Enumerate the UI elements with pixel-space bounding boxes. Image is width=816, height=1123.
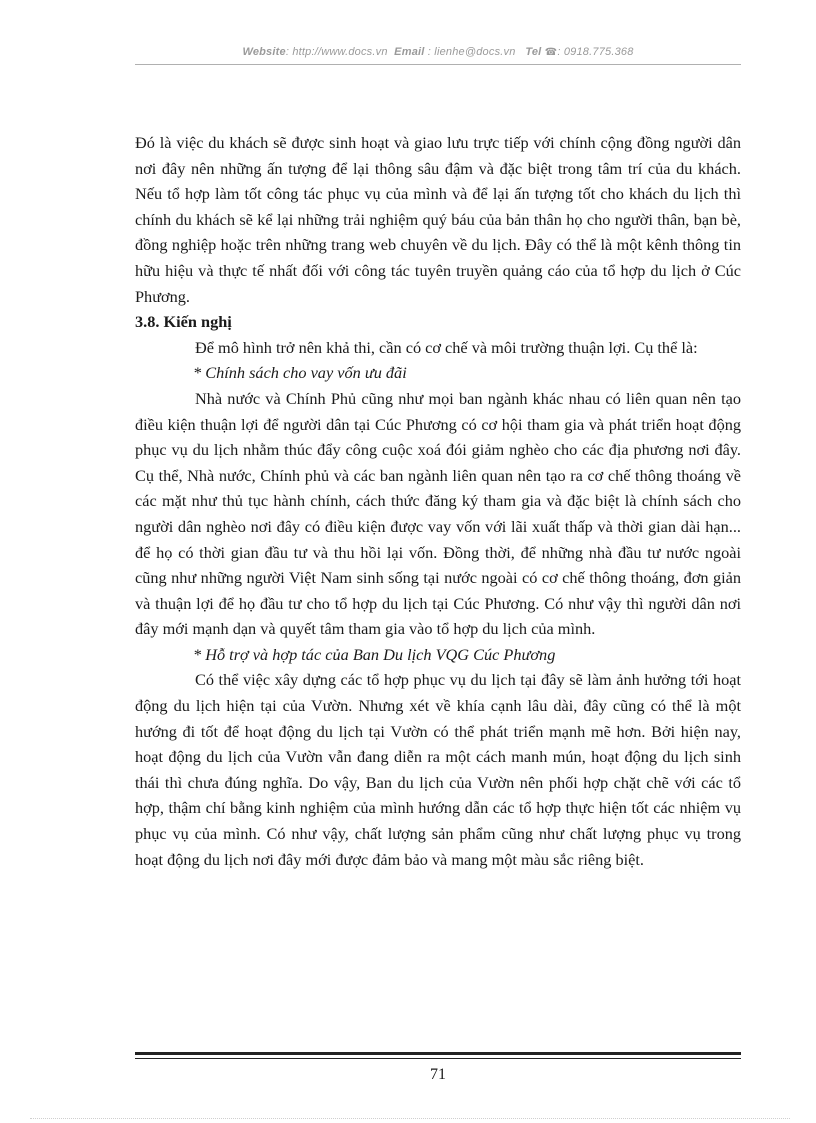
email-label: Email xyxy=(394,46,425,58)
footer-divider-thin xyxy=(135,1058,741,1059)
paragraph-1: Đó là việc du khách sẽ được sinh hoạt và giao lưu trực tiếp với chính cộng đồng người dân nơi đây nên những ấn tượng để lại thông sâu đậm và đặc biệt trong tâm trí của du khách. Nếu tổ hợp làm tốt công tác phục vụ của mình và để lại ấn tượng tốt cho khách du lịch thì chính du khách sẽ kể lại những trải nghiệm quý báu của bản thân họ cho người thân, bạn bè, đồng nghiệp hoặc trên những trang web chuyên về du lịch. Đây có thể là một kênh thông tin hữu hiệu và thực tế nhất đối với công tác tuyên truyền quảng cáo của tổ hợp du lịch ở Cúc Phương. xyxy=(135,133,741,306)
subheading-loan-policy: * Chính sách cho vay vốn ưu đãi xyxy=(193,363,407,383)
paragraph-4: Có thể việc xây dựng các tổ hợp phục vụ du lịch tại đây sẽ làm ảnh hưởng tới hoạt động du lịch hiện tại của Vườn. Nhưng xét về khía cạnh lâu dài, đây cũng có thể là một hướng đi tốt để hoạt động du lịch tại Vườn có thể phát triển mạnh mẽ hơn. Bởi hiện nay, hoạt động du lịch của Vườn vẫn đang diễn ra một cách manh mún, hoạt động du lịch sinh thái thì chưa đúng nghĩa. Do vậy, Ban du lịch của Vườn nên phối hợp chặt chẽ với các tổ hợp, thậm chí bằng kinh nghiệm của mình hướng dẫn các tổ hợp thực hiện tốt các nhiệm vụ phục vụ của mình. Có như vậy, chất lượng sản phẩm cũng như chất lượng phục vụ trong hoạt động du lịch nơi đây mới được đảm bảo và mang một màu sắc riêng biệt. xyxy=(135,670,741,869)
footer-divider-thick xyxy=(135,1052,741,1055)
header-divider xyxy=(135,64,741,65)
paragraph-3: Nhà nước và Chính Phủ cũng như mọi ban ngành khác nhau có liên quan nên tạo điều kiện thuận lợi để người dân tại Cúc Phương có cơ hội tham gia và phát triển hoạt động phục vụ du lịch nhằm thúc đẩy công cuộc xoá đói giảm nghèo cho các địa phương nơi đây. Cụ thể, Nhà nước, Chính phủ và các ban ngành liên quan nên tạo ra cơ chế thông thoáng về các mặt như thủ tục hành chính, cách thức đăng ký tham gia và đặc biệt là chính sách cho người dân nghèo nơi đây có điều kiện được vay vốn với lãi xuất thấp và thời gian dài hạn... để họ có thời gian đầu tư và thu hồi lại vốn. Đồng thời, để những nhà đầu tư nước ngoài cũng như những người Việt Nam sinh sống tại nước ngoài có cơ chế thông thoáng, đơn giản và thuận lợi để họ đầu tư cho tổ hợp du lịch tại Cúc Phương. Có như vậy thì người dân nơi đây mới mạnh dạn và quyết tâm tham gia vào tổ hợp du lịch của mình. xyxy=(135,388,741,639)
phone-icon: ☎ xyxy=(544,47,558,58)
page-number: 71 xyxy=(430,1066,446,1083)
section-heading: 3.8. Kiến nghị xyxy=(135,312,232,332)
website-label: Website xyxy=(242,46,286,58)
tel-label: Tel xyxy=(525,46,542,58)
subheading-support-cooperation: * Hỗ trợ và hợp tác của Ban Du lịch VQG Cúc Phương xyxy=(193,644,556,664)
paragraph-2: Để mô hình trở nên khả thi, cần có cơ chế và môi trường thuận lợi. Cụ thể là: xyxy=(195,337,698,357)
tel-value: : 0918.775.368 xyxy=(557,46,634,58)
page-header xyxy=(135,46,741,58)
document-body xyxy=(135,130,741,872)
page-bottom-dotted-line xyxy=(30,1118,790,1119)
website-value: : http://www.docs.vn xyxy=(285,46,388,58)
email-value: : lienhe@docs.vn xyxy=(427,46,516,58)
